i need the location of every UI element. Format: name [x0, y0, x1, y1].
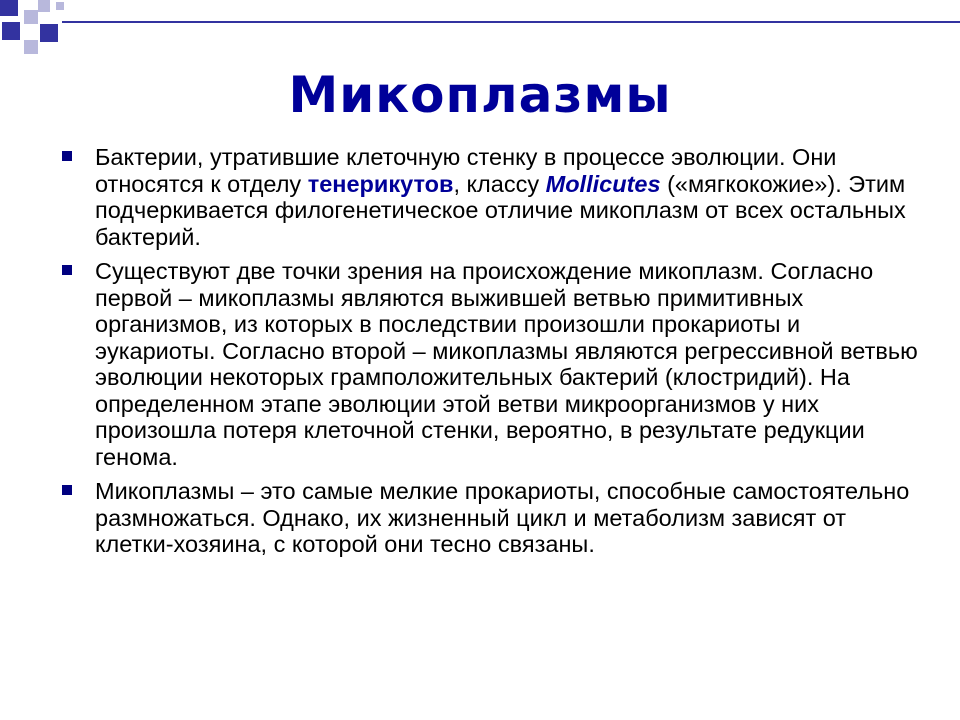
square-bullet-icon	[62, 265, 72, 275]
deco-square	[0, 0, 18, 16]
bullet-text: Микоплазмы – это самые мелкие прокариоты, способные самостоятельно размножаться. Однако, их жизненный цикл и метаболизм зависят от клетки-хозяина, с которой они тесно связаны.	[95, 478, 910, 557]
bullet-text: Существуют две точки зрения на происхождение микоплазм. Согласно первой – микоплазмы являются выжившей ветвью примитивных организмов, из которых в последствии произошли прокариоты и эукариоты. Согласно второй – микоплазмы являются регрессивной ветвью эволюции некоторых грамположительных бактерий (клостридий). На определенном этапе эволюции этой ветви микроорганизмов у них произошла потеря клеточной стенки, вероятно, в результате редукции генома.	[95, 258, 918, 470]
square-bullet-icon	[62, 151, 72, 161]
bullet-item-2	[60, 258, 920, 470]
bullet-item-3	[60, 478, 920, 558]
deco-square	[56, 2, 64, 10]
slide-title: Микоплазмы	[288, 66, 672, 124]
deco-bar	[62, 21, 960, 23]
highlight-term: тенерикутов	[307, 170, 454, 197]
bullet-text-part: Бактерии, утратившие клеточную стенку в процессе эволюции. Они относятся к отделу	[95, 144, 837, 197]
bullet-item-1	[60, 144, 920, 250]
bullet-list	[60, 144, 920, 566]
slide-decoration	[0, 0, 960, 60]
bullet-text-part: («мягкокожие»). Этим подчеркивается филогенетическое отличие микоплазм от всех остальных бактерий.	[95, 170, 906, 250]
deco-square	[38, 0, 50, 12]
deco-square	[24, 10, 38, 24]
highlight-term-italic: Mollicutes	[545, 170, 661, 197]
square-bullet-icon	[62, 485, 72, 495]
deco-square	[2, 22, 20, 40]
deco-square	[24, 40, 38, 54]
deco-square	[40, 24, 58, 42]
bullet-text-part: , классу	[453, 170, 546, 197]
